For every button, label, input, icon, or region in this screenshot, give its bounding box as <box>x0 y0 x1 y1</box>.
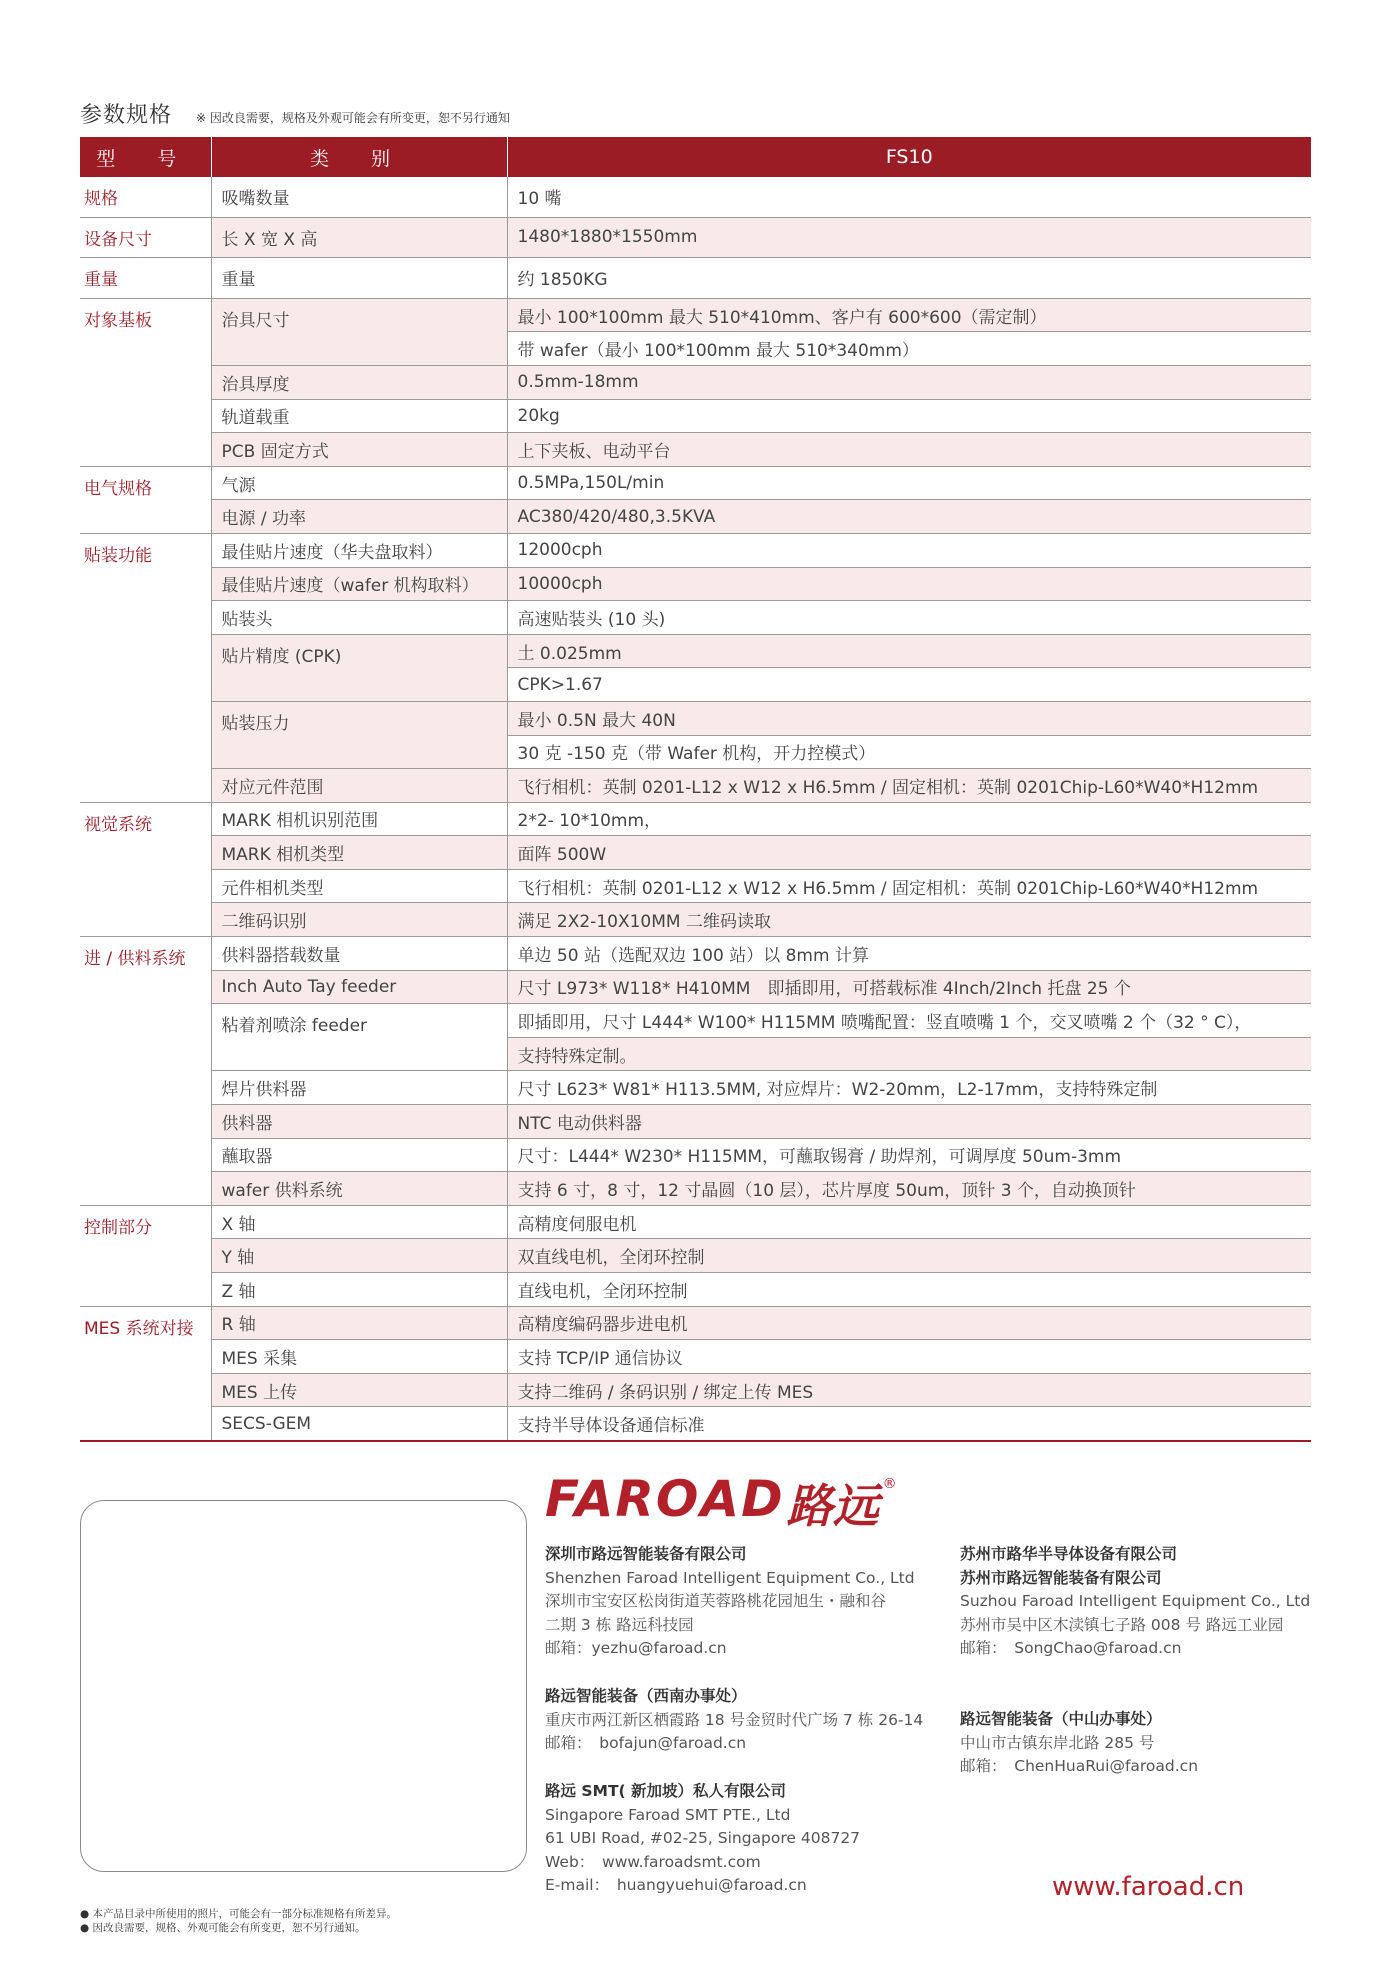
table-row <box>80 836 1311 870</box>
table-row <box>80 1071 1311 1105</box>
group-cell: 对象基板 <box>80 298 211 466</box>
table-row <box>80 1205 1311 1239</box>
office-name-en: Singapore Faroad SMT PTE., Ltd <box>545 1805 791 1824</box>
blank-panel <box>80 1500 527 1872</box>
table-row <box>80 937 1311 971</box>
footnotes <box>80 1907 397 1935</box>
office-address: 苏州市吴中区木渎镇七子路 008 号 路远工业园 <box>960 1615 1284 1634</box>
table-header-row <box>80 137 1311 177</box>
category-cell: 二维码识别 <box>211 903 507 937</box>
table-row <box>80 903 1311 937</box>
office-name: 深圳市路远智能装备有限公司 <box>545 1545 747 1563</box>
header-model: 型 号 <box>80 137 211 177</box>
category-cell: 最佳贴片速度（华夫盘取料） <box>211 533 507 567</box>
value-cell: 即插即用，尺寸 L444* W100* H115MM 喷嘴配置：竖直喷嘴 1 个，交叉喷嘴 2 个（32 ° C）， <box>507 1004 1311 1038</box>
category-cell: MES 上传 <box>211 1373 507 1407</box>
table-row <box>80 567 1311 601</box>
table-row <box>80 601 1311 635</box>
value-cell: 12000cph <box>507 533 1311 567</box>
category-cell: MARK 相机识别范围 <box>211 802 507 836</box>
spec-table <box>80 137 1311 1442</box>
office-shenzhen <box>545 1543 915 1661</box>
table-row <box>80 802 1311 836</box>
table-row <box>80 399 1311 433</box>
category-cell: 治具厚度 <box>211 365 507 399</box>
website-link[interactable]: www.faroad.cn <box>1052 1872 1245 1902</box>
footnote: ● 因改良需要，规格、外观可能会有所变更，恕不另行通知。 <box>80 1922 366 1934</box>
table-row <box>80 433 1311 467</box>
office-southwest <box>545 1685 923 1756</box>
category-cell: Inch Auto Tay feeder <box>211 970 507 1004</box>
office-address: 二期 3 栋 路远科技园 <box>545 1615 694 1634</box>
change-notice: ※ 因改良需要，规格及外观可能会有所变更，恕不另行通知 <box>196 111 510 125</box>
category-cell: 粘着剂喷涂 feeder <box>211 1004 507 1071</box>
table-row <box>80 1138 1311 1172</box>
office-email: 邮箱： SongChao@faroad.cn <box>960 1639 1182 1657</box>
category-cell: PCB 固定方式 <box>211 433 507 467</box>
category-cell: X 轴 <box>211 1205 507 1239</box>
office-email: E-mail： huangyuehui@faroad.cn <box>545 1876 807 1894</box>
table-row <box>80 1105 1311 1139</box>
office-name: 苏州市路华半导体设备有限公司 <box>960 1545 1178 1563</box>
office-name-en: Suzhou Faroad Intelligent Equipment Co., Ltd <box>960 1592 1311 1610</box>
value-cell: 带 wafer（最小 100*100mm 最大 510*340mm） <box>507 332 1311 366</box>
page-title: 参数规格 <box>80 103 173 128</box>
value-cell: 10 嘴 <box>507 177 1311 217</box>
table-row <box>80 177 1311 217</box>
category-cell: Z 轴 <box>211 1273 507 1307</box>
category-cell: 贴装压力 <box>211 701 507 768</box>
office-singapore <box>545 1780 860 1898</box>
table-row <box>80 466 1311 500</box>
office-address: 中山市古镇东岸北路 285 号 <box>960 1733 1155 1752</box>
group-cell: 视觉系统 <box>80 802 211 936</box>
logo-text-en: FAROAD <box>545 1470 785 1528</box>
value-cell: 支持二维码 / 条码识别 / 绑定上传 MES <box>507 1373 1311 1407</box>
value-cell: 飞行相机：英制 0201-L12 x W12 x H6.5mm / 固定相机：英制 0201Chip-L60*W40*H12mm <box>507 769 1311 803</box>
office-web: Web： www.faroadsmt.com <box>545 1852 761 1871</box>
group-cell: 进 / 供料系统 <box>80 937 211 1206</box>
value-cell: 20kg <box>507 399 1311 433</box>
category-cell: 供料器搭载数量 <box>211 937 507 971</box>
group-cell: 设备尺寸 <box>80 217 211 258</box>
table-row <box>80 298 1311 332</box>
office-zhongshan <box>960 1708 1198 1779</box>
value-cell: 双直线电机，全闭环控制 <box>507 1239 1311 1273</box>
value-cell: 单边 50 站（选配双边 100 站）以 8mm 计算 <box>507 937 1311 971</box>
category-cell: Y 轴 <box>211 1239 507 1273</box>
registered-mark: ® <box>882 1476 897 1492</box>
value-cell: 尺寸 L973* W118* H410MM 即插即用，可搭载标准 4Inch/2Inch 托盘 25 个 <box>507 970 1311 1004</box>
table-row <box>80 1004 1311 1038</box>
table-row <box>80 365 1311 399</box>
group-cell: 电气规格 <box>80 466 211 533</box>
office-address: 61 UBI Road, #02-25, Singapore 408727 <box>545 1829 861 1847</box>
value-cell: 土 0.025mm <box>507 634 1311 668</box>
category-cell: 治具尺寸 <box>211 298 507 365</box>
value-cell: 支持 TCP/IP 通信协议 <box>507 1340 1311 1374</box>
value-cell: 高精度伺服电机 <box>507 1205 1311 1239</box>
category-cell: 气源 <box>211 466 507 500</box>
office-suzhou <box>960 1543 1310 1661</box>
value-cell: 面阵 500W <box>507 836 1311 870</box>
value-cell: CPK>1.67 <box>507 668 1311 702</box>
value-cell: 飞行相机：英制 0201-L12 x W12 x H6.5mm / 固定相机：英制 0201Chip-L60*W40*H12mm <box>507 869 1311 903</box>
category-cell: 轨道载重 <box>211 399 507 433</box>
category-cell: wafer 供料系统 <box>211 1172 507 1206</box>
value-cell: 支持半导体设备通信标准 <box>507 1407 1311 1441</box>
page-heading <box>80 98 510 129</box>
office-address: 重庆市两江新区栖霞路 18 号金贸时代广场 7 栋 26-14 <box>545 1710 924 1729</box>
category-cell: 吸嘴数量 <box>211 177 507 217</box>
group-cell: MES 系统对接 <box>80 1306 211 1441</box>
category-cell: 最佳贴片速度（wafer 机构取料） <box>211 567 507 601</box>
category-cell: R 轴 <box>211 1306 507 1340</box>
office-name: 路远 SMT( 新加坡）私人有限公司 <box>545 1782 787 1800</box>
value-cell: 约 1850KG <box>507 258 1311 299</box>
table-row <box>80 1172 1311 1206</box>
table-row <box>80 769 1311 803</box>
value-cell: 最小 0.5N 最大 40N <box>507 701 1311 735</box>
table-row <box>80 1306 1311 1340</box>
value-cell: 满足 2X2-10X10MM 二维码读取 <box>507 903 1311 937</box>
value-cell: 直线电机，全闭环控制 <box>507 1273 1311 1307</box>
value-cell: 上下夹板、电动平台 <box>507 433 1311 467</box>
table-row <box>80 1407 1311 1441</box>
header-fs10: FS10 <box>507 137 1311 177</box>
value-cell: 尺寸：L444* W230* H115MM，可蘸取锡膏 / 助焊剂，可调厚度 50um-3mm <box>507 1138 1311 1172</box>
value-cell: 0.5MPa,150L/min <box>507 466 1311 500</box>
office-email: 邮箱： ChenHuaRui@faroad.cn <box>960 1757 1199 1775</box>
faroad-logo <box>545 1470 897 1536</box>
table-row <box>80 533 1311 567</box>
category-cell: MARK 相机类型 <box>211 836 507 870</box>
value-cell: AC380/420/480,3.5KVA <box>507 500 1311 534</box>
office-email: 邮箱：yezhu@faroad.cn <box>545 1639 727 1657</box>
value-cell: 2*2- 10*10mm， <box>507 802 1311 836</box>
value-cell: 支持 6 寸，8 寸，12 寸晶圆（10 层），芯片厚度 50um，顶针 3 个，自动换顶针 <box>507 1172 1311 1206</box>
group-cell: 重量 <box>80 258 211 299</box>
office-name: 苏州市路远智能装备有限公司 <box>960 1568 1162 1587</box>
value-cell: 最小 100*100mm 最大 510*410mm、客户有 600*600（需定制） <box>507 298 1311 332</box>
table-row <box>80 258 1311 299</box>
value-cell: 1480*1880*1550mm <box>507 217 1311 258</box>
office-address: 深圳市宝安区松岗街道芙蓉路桃花园旭生・融和谷 <box>545 1592 887 1610</box>
value-cell: 30 克 -150 克（带 Wafer 机构，开力控模式） <box>507 735 1311 769</box>
category-cell: 焊片供料器 <box>211 1071 507 1105</box>
table-row <box>80 634 1311 668</box>
table-row <box>80 217 1311 258</box>
office-name: 路远智能装备（中山办事处） <box>960 1710 1162 1728</box>
value-cell: 高速贴装头 (10 头) <box>507 601 1311 635</box>
table-row <box>80 970 1311 1004</box>
table-row <box>80 1239 1311 1273</box>
table-row <box>80 701 1311 735</box>
value-cell: 高精度编码器步进电机 <box>507 1306 1311 1340</box>
category-cell: 贴片精度 (CPK) <box>211 634 507 701</box>
category-cell: 蘸取器 <box>211 1138 507 1172</box>
logo-text-cn: 路远 <box>786 1479 879 1533</box>
value-cell: 尺寸 L623* W81* H113.5MM, 对应焊片：W2-20mm，L2-17mm，支持特殊定制 <box>507 1071 1311 1105</box>
value-cell: 0.5mm-18mm <box>507 365 1311 399</box>
category-cell: MES 采集 <box>211 1340 507 1374</box>
table-row <box>80 1373 1311 1407</box>
value-cell: NTC 电动供料器 <box>507 1105 1311 1139</box>
value-cell: 10000cph <box>507 567 1311 601</box>
table-row <box>80 869 1311 903</box>
category-cell: SECS-GEM <box>211 1407 507 1441</box>
footnote: ● 本产品目录中所使用的照片，可能会有一部分标准规格有所差异。 <box>80 1908 397 1920</box>
category-cell: 电源 / 功率 <box>211 500 507 534</box>
office-name: 路远智能装备（西南办事处） <box>545 1687 747 1705</box>
category-cell: 元件相机类型 <box>211 869 507 903</box>
group-cell: 贴装功能 <box>80 533 211 802</box>
group-cell: 规格 <box>80 177 211 217</box>
category-cell: 贴装头 <box>211 601 507 635</box>
office-email: 邮箱： bofajun@faroad.cn <box>545 1734 747 1752</box>
category-cell: 长 X 宽 X 高 <box>211 217 507 258</box>
header-category: 类 别 <box>211 137 507 177</box>
category-cell: 对应元件范围 <box>211 769 507 803</box>
category-cell: 重量 <box>211 258 507 299</box>
category-cell: 供料器 <box>211 1105 507 1139</box>
group-cell: 控制部分 <box>80 1205 211 1306</box>
table-row <box>80 500 1311 534</box>
table-row <box>80 1340 1311 1374</box>
office-name-en: Shenzhen Faroad Intelligent Equipment Co., Ltd <box>545 1568 915 1587</box>
table-row <box>80 1273 1311 1307</box>
value-cell: 支持特殊定制。 <box>507 1037 1311 1071</box>
